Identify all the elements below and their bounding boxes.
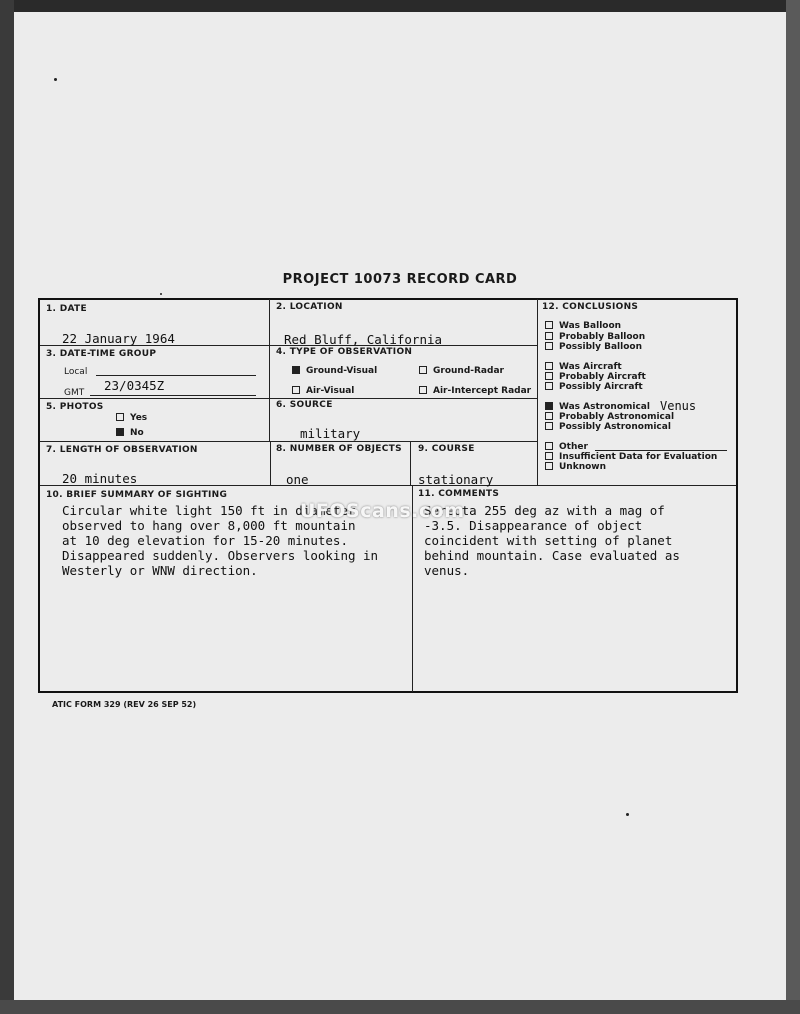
comments-line: behind mountain. Case evaluated as [424, 548, 680, 563]
other-option [545, 442, 588, 452]
source-value: military [300, 426, 361, 441]
probably-aircraft-label: Probably Aircraft [559, 372, 646, 382]
comments-line: venus. [424, 563, 470, 578]
form-id: ATIC FORM 329 (REV 26 SEP 52) [52, 700, 197, 709]
possibly-aircraft-option [545, 382, 643, 392]
probably-balloon-option [545, 332, 645, 342]
divider [40, 398, 537, 399]
watermark: UFOScans.com [300, 500, 465, 522]
ground-visual-option [292, 366, 377, 376]
summary-line: Circular white light 150 ft in diameter [62, 503, 356, 518]
ground-visual-label: Ground-Visual [306, 366, 378, 376]
num-objects-label: 8. NUMBER OF OBJECTS [276, 444, 402, 454]
probably-aircraft-option [545, 372, 646, 382]
num-objects-value: one [286, 472, 309, 487]
source-label: 6. SOURCE [276, 400, 333, 410]
obs-type-label: 4. TYPE OF OBSERVATION [276, 347, 413, 357]
possibly-aircraft-label: Possibly Aircraft [559, 382, 643, 392]
gmt-label: GMT [64, 388, 85, 398]
summary-label: 10. BRIEF SUMMARY OF SIGHTING [46, 490, 228, 500]
checkbox-icon [545, 321, 553, 329]
other-label: Other [559, 442, 588, 452]
was-astronomical-label: Was Astronomical [559, 402, 650, 412]
air-intercept-option [419, 386, 531, 396]
divider [270, 442, 271, 486]
possibly-astronomical-option [545, 422, 671, 432]
dtg-label: 3. DATE-TIME GROUP [46, 349, 157, 359]
checkbox-icon [545, 442, 553, 450]
photos-yes-option [116, 413, 147, 423]
checkbox-checked-icon [116, 428, 124, 436]
checkbox-checked-icon [292, 366, 300, 374]
comments-line: -3.5. Disappearance of object [424, 518, 643, 533]
other-underline [595, 450, 727, 451]
was-balloon-option [545, 321, 621, 331]
comments-line: coincident with setting of planet [424, 533, 673, 548]
comments-label: 11. COMMENTS [418, 489, 500, 499]
was-aircraft-option [545, 362, 622, 372]
checkbox-icon [419, 366, 427, 374]
photos-no-option [116, 428, 144, 438]
was-balloon-label: Was Balloon [559, 321, 622, 331]
scan-edge-right [786, 0, 800, 1014]
length-value: 20 minutes [62, 471, 138, 486]
checkbox-icon [116, 413, 124, 421]
gmt-underline [90, 395, 256, 396]
air-visual-option [292, 386, 354, 396]
unknown-label: Unknown [559, 462, 607, 472]
location-label: 2. LOCATION [276, 302, 343, 312]
checkbox-icon [545, 412, 553, 420]
divider [410, 442, 411, 486]
probably-astronomical-label: Probably Astronomical [559, 412, 675, 422]
course-label: 9. COURSE [418, 444, 475, 454]
unknown-option [545, 462, 606, 472]
conclusions-label: 12. CONCLUSIONS [542, 302, 639, 312]
summary-line: at 10 deg elevation for 15-20 minutes. [62, 533, 348, 548]
photos-yes-label: Yes [130, 413, 148, 423]
summary-line: observed to hang over 8,000 ft mountain [62, 518, 356, 533]
possibly-balloon-option [545, 342, 642, 352]
divider [537, 299, 538, 485]
checkbox-icon [545, 462, 553, 470]
divider [40, 485, 736, 486]
probably-astronomical-option [545, 412, 674, 422]
summary-line: Westerly or WNW direction. [62, 563, 258, 578]
scan-edge-left [0, 0, 14, 1014]
insufficient-data-label: Insufficient Data for Evaluation [559, 452, 718, 462]
checkbox-icon [545, 362, 553, 370]
checkbox-icon [419, 386, 427, 394]
summary-line: Disappeared suddenly. Observers looking in [62, 548, 379, 563]
air-intercept-label: Air-Intercept Radar [433, 386, 532, 396]
speck [54, 78, 57, 81]
photos-label: 5. PHOTOS [46, 402, 104, 412]
possibly-astronomical-label: Possibly Astronomical [559, 422, 671, 432]
checkbox-checked-icon [545, 402, 553, 410]
scan-edge-top [0, 0, 800, 12]
card-title: PROJECT 10073 RECORD CARD [282, 272, 518, 287]
checkbox-icon [292, 386, 300, 394]
checkbox-icon [545, 342, 553, 350]
date-label: 1. DATE [46, 304, 87, 314]
location-value: Red Bluff, California [284, 332, 443, 347]
checkbox-icon [545, 382, 553, 390]
speck [626, 813, 629, 816]
possibly-balloon-label: Possibly Balloon [559, 342, 642, 352]
date-value: 22 January 1964 [62, 331, 175, 346]
local-underline [96, 375, 256, 376]
was-aircraft-label: Was Aircraft [559, 362, 622, 372]
checkbox-icon [545, 372, 553, 380]
speck [160, 293, 162, 295]
checkbox-icon [545, 332, 553, 340]
astronomical-note: Venus [660, 399, 697, 413]
divider [269, 299, 270, 442]
divider [40, 441, 537, 442]
ground-radar-option [419, 366, 504, 376]
insufficient-data-option [545, 452, 717, 462]
checkbox-icon [545, 452, 553, 460]
ground-radar-label: Ground-Radar [433, 366, 504, 376]
probably-balloon-label: Probably Balloon [559, 332, 646, 342]
checkbox-icon [545, 422, 553, 430]
gmt-value: 23/0345Z [104, 378, 165, 393]
photos-no-label: No [130, 428, 144, 438]
comments-line: Sereota 255 deg az with a mag of [424, 503, 665, 518]
local-label: Local [64, 367, 88, 377]
scan-edge-bottom [0, 1000, 800, 1014]
was-astronomical-option [545, 402, 650, 412]
air-visual-label: Air-Visual [306, 386, 355, 396]
length-label: 7. LENGTH OF OBSERVATION [46, 445, 198, 455]
course-value: stationary [418, 472, 494, 487]
